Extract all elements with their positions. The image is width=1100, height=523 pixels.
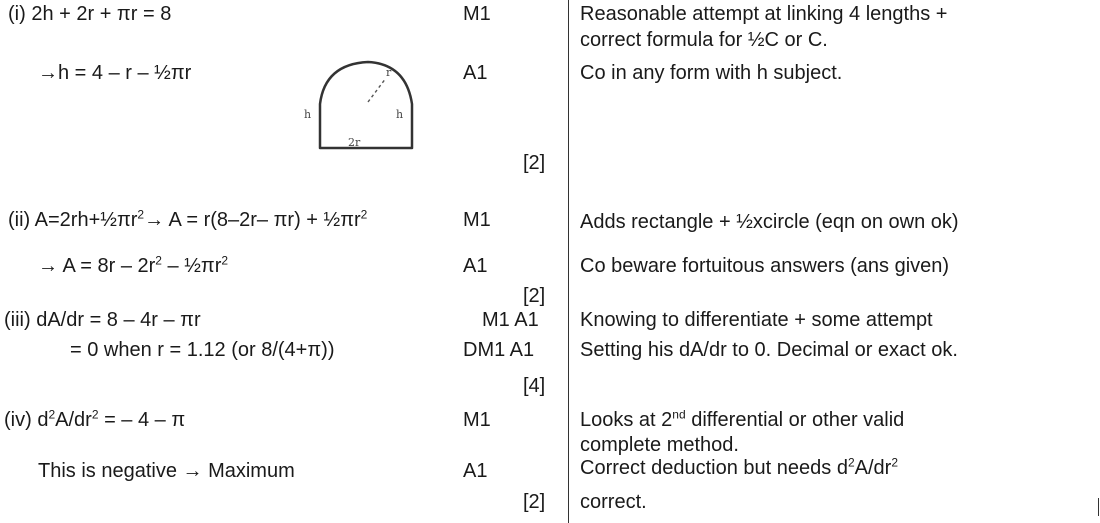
part-ii-result [38, 254, 228, 278]
part-i-mark-2: A1 [463, 62, 488, 84]
sketch-label-left-height: h [304, 108, 312, 121]
part-iv-eq-b: A/dr [55, 409, 92, 431]
part-iv-c3-a: Correct deduction but needs d [580, 457, 848, 479]
part-iv-comment-4: correct. [580, 491, 647, 513]
sketch-label-right-height: h [396, 108, 404, 121]
part-iv-conclusion: This is negative → Maximum [38, 460, 295, 482]
part-i-total: [2] [523, 152, 546, 174]
part-iv-comment-1 [580, 408, 904, 432]
sketch-label-width: 2r [348, 136, 361, 149]
part-i-mark-1: M1 [463, 3, 491, 25]
part-i-comment-1b: correct formula for ½C or C. [580, 29, 828, 51]
part-ii-res-a: → A = 8r – 2r [38, 255, 156, 277]
part-iv-total: [2] [523, 491, 546, 513]
part-ii-res-sup2: 2 [221, 253, 229, 268]
part-iv-c1-a: Looks at 2 [580, 409, 673, 431]
part-iv-eq-a: (iv) d [4, 409, 49, 431]
part-iv-c3-sup2: 2 [891, 455, 899, 470]
part-iii-derivative: (iii) dA/dr = 8 – 4r – πr [4, 309, 201, 331]
column-divider [568, 0, 569, 523]
part-iii-mark-1: M1 A1 [482, 309, 539, 331]
part-iii-stationary: = 0 when r = 1.12 (or 8/(4+π)) [70, 339, 335, 361]
part-iv-second-derivative [4, 408, 185, 432]
part-iv-comment-3 [580, 456, 898, 480]
part-i-comment-2: Co in any form with h subject. [580, 62, 843, 84]
part-ii-mark-1: M1 [463, 209, 491, 231]
part-iv-c3-b: A/dr [854, 457, 892, 479]
part-ii-res-sup: 2 [155, 253, 162, 268]
part-ii-eq-a: (ii) A=2rh+½πr [8, 209, 138, 231]
part-iii-total: [4] [523, 375, 546, 397]
part-ii-res-b: – ½πr [161, 255, 222, 277]
part-ii-eq-sup2: 2 [360, 207, 368, 222]
part-ii-eq-sup: 2 [137, 207, 145, 222]
semicircle-window-sketch [290, 56, 440, 156]
part-iv-mark-1: M1 [463, 409, 491, 431]
part-iv-mark-2: A1 [463, 460, 488, 482]
part-ii-comment-2: Co beware fortuitous answers (ans given) [580, 255, 950, 277]
part-iv-eq-c: = – 4 – π [98, 409, 186, 431]
part-iv-c3-sup: 2 [847, 455, 855, 470]
part-ii-eq-b: → A = r(8–2r– πr) + ½πr [144, 209, 361, 231]
part-ii-equation [8, 208, 367, 232]
part-iv-comment-2: complete method. [580, 434, 739, 456]
part-iii-comment-2: Setting his dA/dr to 0. Decimal or exact ok. [580, 339, 958, 361]
part-iv-c1-sup: nd [672, 407, 686, 422]
part-iv-c1-b: differential or other valid [685, 409, 905, 431]
part-iv-eq-sup2: 2 [91, 407, 99, 422]
part-ii-total: [2] [523, 285, 546, 307]
sketch-label-radius: r [386, 66, 392, 79]
part-ii-mark-2: A1 [463, 255, 488, 277]
text-cursor [1098, 498, 1099, 516]
part-i-equation: (i) 2h + 2r + πr = 8 [8, 3, 172, 25]
part-ii-comment-1: Adds rectangle + ½xcircle (eqn on own ok) [580, 211, 959, 233]
part-iv-eq-sup: 2 [48, 407, 56, 422]
part-iii-mark-2: DM1 A1 [463, 339, 535, 361]
part-i-comment-1a: Reasonable attempt at linking 4 lengths + [580, 3, 948, 25]
part-i-result: →h = 4 – r – ½πr [38, 62, 192, 84]
part-iii-comment-1: Knowing to differentiate + some attempt [580, 309, 933, 331]
